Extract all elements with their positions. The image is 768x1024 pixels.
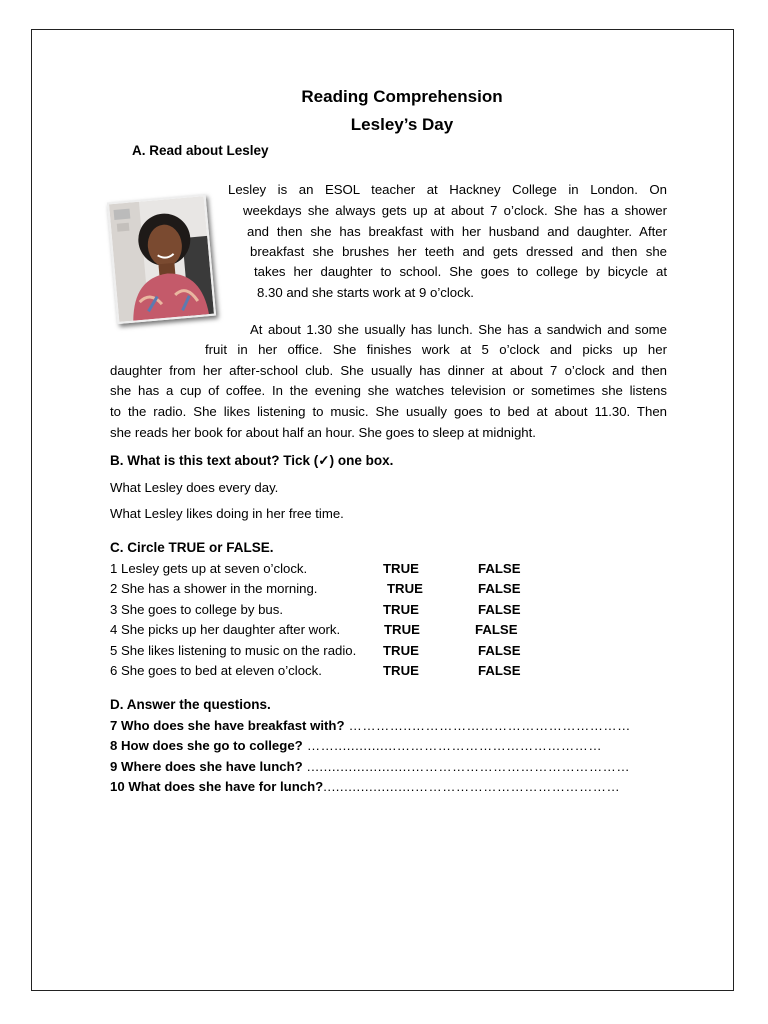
false-option[interactable]: FALSE bbox=[478, 602, 521, 617]
section-a-heading: A. Read about Lesley bbox=[132, 143, 269, 158]
false-option[interactable]: FALSE bbox=[475, 622, 518, 637]
false-option[interactable]: FALSE bbox=[478, 663, 521, 678]
section-b-heading: B. What is this text about? Tick (✓) one box. bbox=[110, 453, 394, 468]
question-text: 8 How does she go to college? bbox=[110, 738, 303, 753]
tf-question: 4 She picks up her daughter after work. bbox=[110, 622, 341, 637]
question-row bbox=[110, 738, 602, 753]
passage-line: daughter from her after-school club. She usually has dinner at about 7 o’clock and then bbox=[110, 363, 667, 378]
page-subtitle: Lesley’s Day bbox=[350, 115, 454, 134]
true-option[interactable]: TRUE bbox=[384, 622, 420, 637]
true-option[interactable]: TRUE bbox=[383, 561, 419, 576]
answer-line[interactable]: ......................……………………………………… bbox=[323, 779, 621, 794]
lesley-photo bbox=[107, 194, 216, 324]
tf-question: 2 She has a shower in the morning. bbox=[110, 581, 318, 596]
true-option[interactable]: TRUE bbox=[383, 602, 419, 617]
section-d-heading: D. Answer the questions. bbox=[110, 697, 271, 712]
false-option[interactable]: FALSE bbox=[478, 561, 521, 576]
false-option[interactable]: FALSE bbox=[478, 643, 521, 658]
passage-line: At about 1.30 she usually has lunch. She has a sandwich and some bbox=[250, 322, 667, 337]
true-option[interactable]: TRUE bbox=[383, 643, 419, 658]
passage-line: and then she has breakfast with her husband and daughter. After bbox=[247, 224, 667, 239]
answer-line[interactable]: .........................………………………………………… bbox=[302, 759, 631, 774]
answer-line[interactable]: …………..………………………………………… bbox=[344, 718, 631, 733]
true-option[interactable]: TRUE bbox=[383, 663, 419, 678]
tf-question: 5 She likes listening to music on the radio. bbox=[110, 643, 357, 658]
passage-line: breakfast she brushes her teeth and gets dressed and then she bbox=[250, 244, 667, 259]
true-option[interactable]: TRUE bbox=[387, 581, 423, 596]
tf-question: 1 Lesley gets up at seven o’clock. bbox=[110, 561, 308, 576]
tf-question: 6 She goes to bed at eleven o’clock. bbox=[110, 663, 322, 678]
question-row bbox=[110, 718, 631, 733]
passage-line: fruit in her office. She finishes work at 5 o’clock and picks up her bbox=[205, 342, 667, 357]
question-text: 9 Where does she have lunch? bbox=[110, 759, 303, 774]
passage-line: to the radio. She likes listening to music. She usually goes to bed at about 11.30. Then bbox=[110, 404, 667, 419]
question-text: 10 What does she have for lunch? bbox=[110, 779, 324, 794]
passage-line: she has a cup of coffee. In the evening she watches television or sometimes she listens bbox=[110, 383, 667, 398]
question-row bbox=[110, 779, 620, 794]
page-title: Reading Comprehension bbox=[301, 87, 503, 106]
b-option[interactable]: What Lesley does every day. bbox=[110, 480, 279, 495]
question-row bbox=[110, 759, 630, 774]
question-text: 7 Who does she have breakfast with? bbox=[110, 718, 345, 733]
passage-line: weekdays she always gets up at about 7 o’clock. She has a shower bbox=[243, 203, 667, 218]
b-option[interactable]: What Lesley likes doing in her free time. bbox=[110, 506, 344, 521]
passage-line: she reads her book for about half an hour. She goes to sleep at midnight. bbox=[110, 425, 536, 440]
answer-line[interactable]: ……...............……………………………………… bbox=[302, 738, 603, 753]
tf-question: 3 She goes to college by bus. bbox=[110, 602, 284, 617]
passage-line: takes her daughter to school. She goes to college by bicycle at bbox=[254, 264, 667, 279]
section-c-heading: C. Circle TRUE or FALSE. bbox=[110, 540, 274, 555]
passage-line: 8.30 and she starts work at 9 o’clock. bbox=[257, 285, 474, 300]
passage-line: Lesley is an ESOL teacher at Hackney College in London. On bbox=[228, 182, 667, 197]
false-option[interactable]: FALSE bbox=[478, 581, 521, 596]
